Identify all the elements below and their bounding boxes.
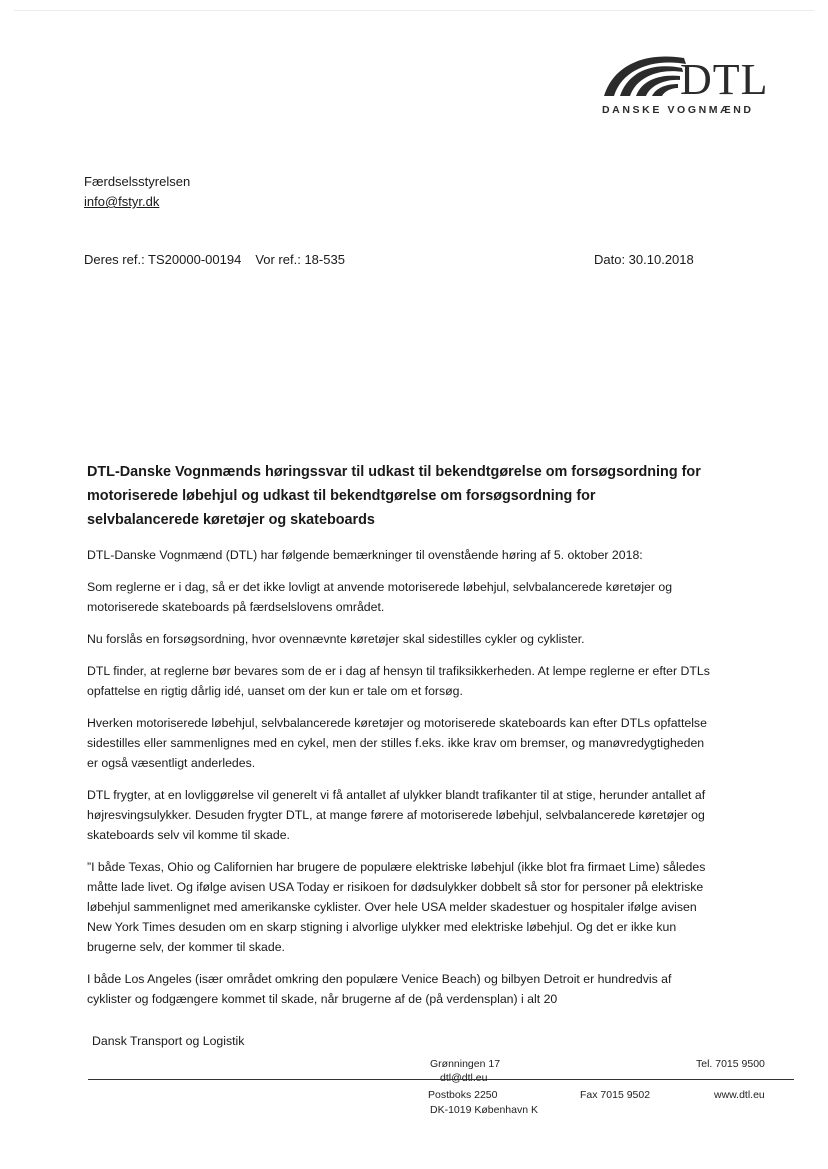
logo-wordmark: DTL (680, 55, 769, 104)
body-paragraph: DTL frygter, at en lovliggørelse vil generelt vi få antallet af ulykker blandt trafikanter til at stige, herunder antallet af højresvingsulykker. Desuden frygter DTL, at mange førere af motoriserede løbehjul, selvbalancerede køretøjer og skateboards selv vil komme til skade. (87, 788, 706, 842)
dtl-logo (600, 48, 780, 123)
letter-title: DTL-Danske Vognmænds høringssvar til udkast til bekendtgørelse om forsøgsordning for motoriserede løbehjul og udkast til bekendtgørelse om forsøgsordning for selvbalancerede køretøjer og skateboards (87, 464, 701, 528)
body-paragraph: I både Los Angeles (især området omkring den populære Venice Beach) og bilbyen Detroit er hundredvis af cyklister og fodgængere kommet til skade, når brugerne af de (på verdensplan) i alt 20 (87, 972, 672, 1006)
footer-street: Grønningen 17 (430, 1058, 501, 1070)
footer-postbox: Postboks 2250 (428, 1089, 498, 1101)
recipient-email-link[interactable]: info@fstyr.dk (84, 194, 160, 209)
their-reference: Deres ref.: TS20000-00194 (84, 252, 242, 267)
body-paragraph: Som reglerne er i dag, så er det ikke lovligt at anvende motoriserede løbehjul, selvbalancerede køretøjer og motoriserede skateboards på færdselslovens området. (87, 580, 673, 614)
letter-body (87, 545, 717, 1021)
footer-website-link[interactable]: www.dtl.eu (714, 1089, 765, 1101)
footer-telephone: Tel. 7015 9500 (696, 1058, 765, 1070)
footer-organization: Dansk Transport og Logistik (92, 1034, 245, 1048)
body-paragraph: Hverken motoriserede løbehjul, selvbalancerede køretøjer og motoriserede skateboards kan efter DTLs opfattelse sidestilles eller sammenlignes med en cykel, men der stilles f.eks. ikke krav om bremser, og manøvredygtigheden er også væsentligt anderledes. (87, 716, 707, 770)
body-paragraph: DTL-Danske Vognmænd (DTL) har følgende bemærkninger til ovenstående høring af 5. oktober 2018: (87, 548, 643, 562)
our-reference: Vor ref.: 18-535 (255, 252, 345, 267)
footer-fax: Fax 7015 9502 (580, 1089, 651, 1101)
recipient-name: Færdselsstyrelsen (84, 174, 191, 189)
body-paragraph: Nu forslås en forsøgsordning, hvor ovennævnte køretøjer skal sidestilles cykler og cyklister. (87, 632, 585, 646)
body-paragraph: DTL finder, at reglerne bør bevares som de er i dag af hensyn til trafiksikkerheden. At lempe reglerne er efter DTLs opfattelse en rigtig dårlig idé, uanset om der kun er tale om et forsøg. (87, 664, 710, 698)
logo-tagline: DANSKE VOGNMÆND (602, 104, 754, 116)
letter-date: Dato: 30.10.2018 (594, 252, 694, 267)
recipient-block (84, 172, 190, 212)
reference-line (84, 252, 345, 267)
footer-zip-city: DK-1019 København K (430, 1104, 538, 1116)
dtl-arc-icon (600, 48, 690, 100)
footer-email-link[interactable]: dtl@dtl.eu (440, 1072, 488, 1084)
body-paragraph: ”I både Texas, Ohio og Californien har brugere de populære elektriske løbehjul (ikke blot fra firmaet Lime) således måtte lade livet. Og ifølge avisen USA Today er risikoen for dødsulykker dobbelt så stor for personer på elektriske løbehjul sammenlignet med amerikanske cyklister. Over hele USA melder skadestuer og hospitaler ifølge avisen New York Times desuden om en skarp stigning i alvorlige ulykker med elektriske løbehjul. Og det er ikke kun brugerne selv, der kommer til skade. (87, 860, 706, 954)
page-top-edge (14, 10, 814, 11)
